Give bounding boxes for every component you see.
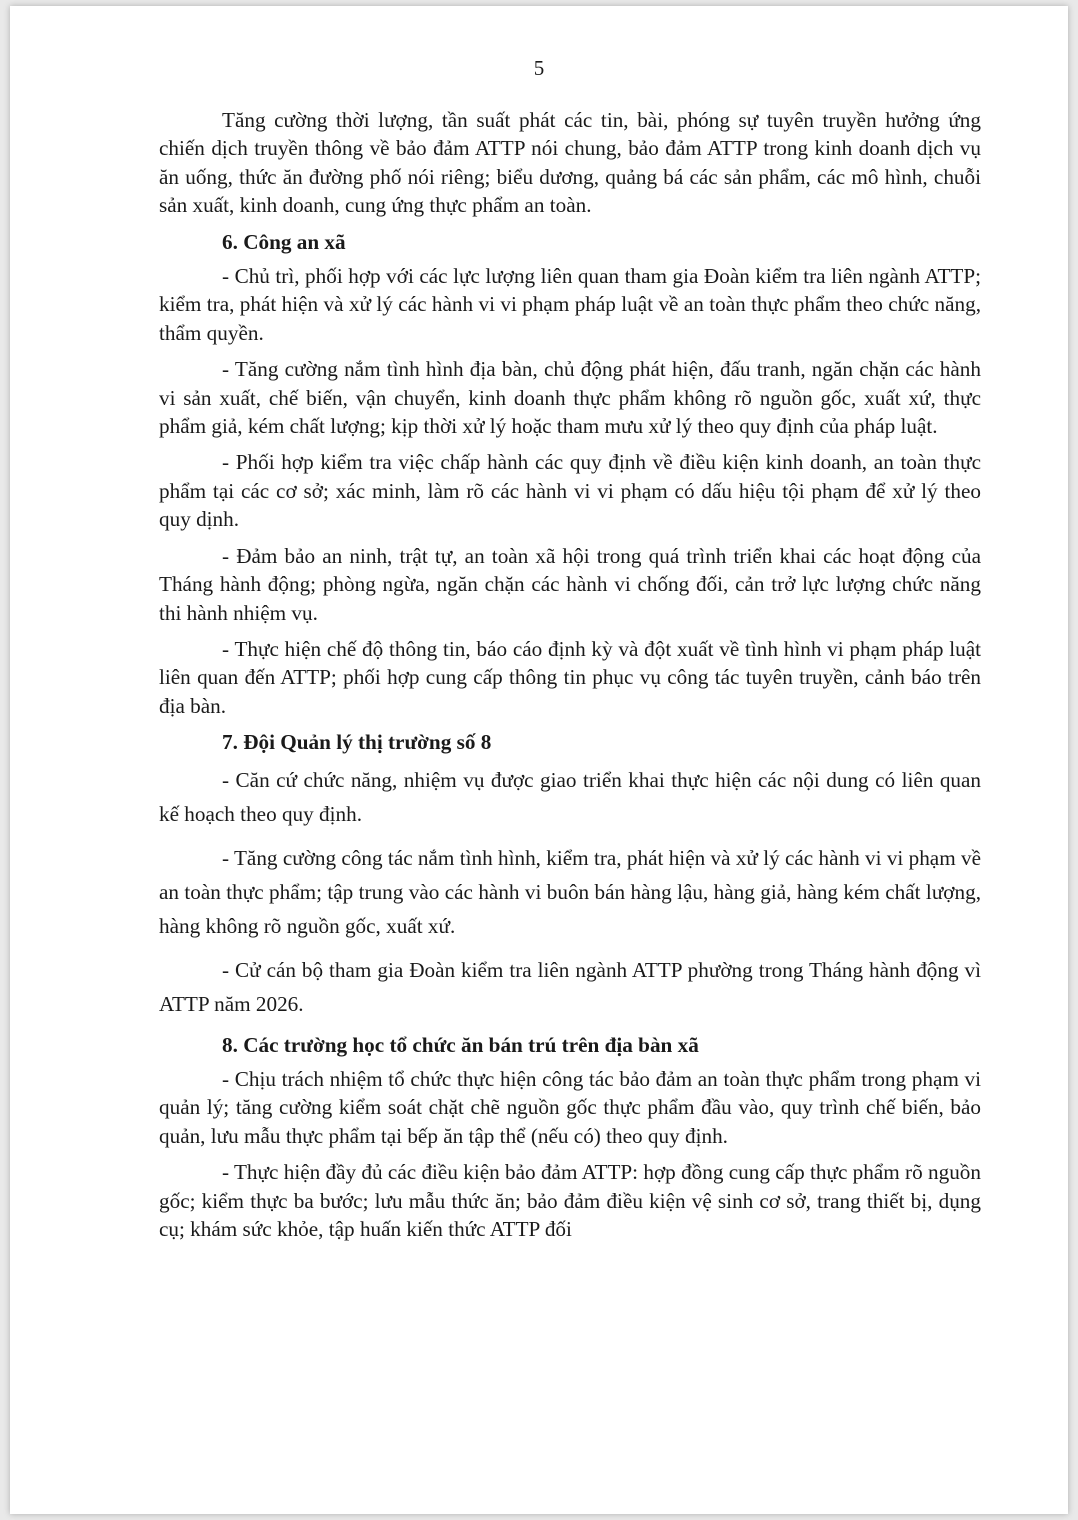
paragraph-schools-1: - Chịu trách nhiệm tổ chức thực hiện công tác bảo đảm an toàn thực phẩm trong phạm vi quản lý; tăng cường kiểm soát chặt chẽ nguồn gốc thực phẩm đầu vào, quy trình chế biến, bảo quản, lưu mẫu thực phẩm tại bếp ăn tập thể (nếu có) theo quy định.: [159, 1066, 981, 1148]
section-heading-6: 6. Công an xã: [222, 229, 346, 254]
paragraph-police-2: - Tăng cường nắm tình hình địa bàn, chủ động phát hiện, đấu tranh, ngăn chặn các hành vi sản xuất, chế biến, vận chuyển, kinh doanh thực phẩm không rõ nguồn gốc, xuất xứ, thực phẩm giả, kém chất lượng; kịp thời xử lý hoặc tham mưu xử lý theo quy định của pháp luật.: [159, 357, 981, 439]
document-page: [10, 6, 1068, 1514]
page-number: 5: [533, 56, 545, 80]
document-body: [159, 106, 981, 1251]
paragraph-police-1: - Chủ trì, phối hợp với các lực lượng liên quan tham gia Đoàn kiểm tra liên ngành ATTP; kiểm tra, phát hiện và xử lý các hành vi vi phạm pháp luật về an toàn thực phẩm theo chức năng, thẩm quyền.: [159, 264, 981, 345]
paragraph-police-5: - Thực hiện chế độ thông tin, báo cáo định kỳ và đột xuất về tình hình vi phạm pháp luật liên quan đến ATTP; phối hợp cung cấp thông tin phục vụ công tác tuyên truyền, cảnh báo trên địa bàn.: [159, 636, 981, 718]
paragraph-market-2: - Tăng cường công tác nắm tình hình, kiểm tra, phát hiện và xử lý các hành vi vi phạm về an toàn thực phẩm; tập trung vào các hành vi buôn bán hàng lậu, hàng giả, hàng kém chất lượng, hàng không rõ nguồn gốc, xuất xứ.: [159, 845, 981, 938]
paragraph-market-3: - Cử cán bộ tham gia Đoàn kiểm tra liên ngành ATTP phường trong Tháng hành động vì ATTP năm 2026.: [159, 957, 981, 1016]
paragraph-schools-2: - Thực hiện đầy đủ các điều kiện bảo đảm ATTP: hợp đồng cung cấp thực phẩm rõ nguồn gốc; kiểm thực ba bước; lưu mẫu thức ăn; bảo đảm điều kiện vệ sinh cơ sở, trang thiết bị, dụng cụ; khám sức khỏe, tập huấn kiến thức ATTP đối: [159, 1160, 981, 1241]
paragraph-market-1: - Căn cứ chức năng, nhiệm vụ được giao triển khai thực hiện các nội dung có liên quan kế hoạch theo quy định.: [159, 767, 981, 826]
paragraph-media-propaganda: Tăng cường thời lượng, tần suất phát các tin, bài, phóng sự tuyên truyền hưởng ứng chiến dịch truyền thông về bảo đảm ATTP nói chung, bảo đảm ATTP trong kinh doanh dịch vụ ăn uống, thức ăn đường phố nói riêng; biểu dương, quảng bá các sản phẩm, các mô hình, chuỗi sản xuất, kinh doanh, cung ứng thực phẩm an toàn.: [159, 108, 981, 218]
section-heading-7: 7. Đội Quản lý thị trường số 8: [222, 730, 492, 755]
section-heading-8: 8. Các trường học tổ chức ăn bán trú trên địa bàn xã: [222, 1032, 699, 1057]
paragraph-police-4: - Đảm bảo an ninh, trật tự, an toàn xã hội trong quá trình triển khai các hoạt động của Tháng hành động; phòng ngừa, ngăn chặn các hành vi chống đối, cản trở lực lượng chức năng thi hành nhiệm vụ.: [159, 543, 981, 625]
paragraph-police-3: - Phối hợp kiểm tra việc chấp hành các quy định về điều kiện kinh doanh, an toàn thực phẩm tại các cơ sở; xác minh, làm rõ các hành vi vi phạm có dấu hiệu tội phạm để xử lý theo quy dịnh.: [159, 450, 981, 532]
